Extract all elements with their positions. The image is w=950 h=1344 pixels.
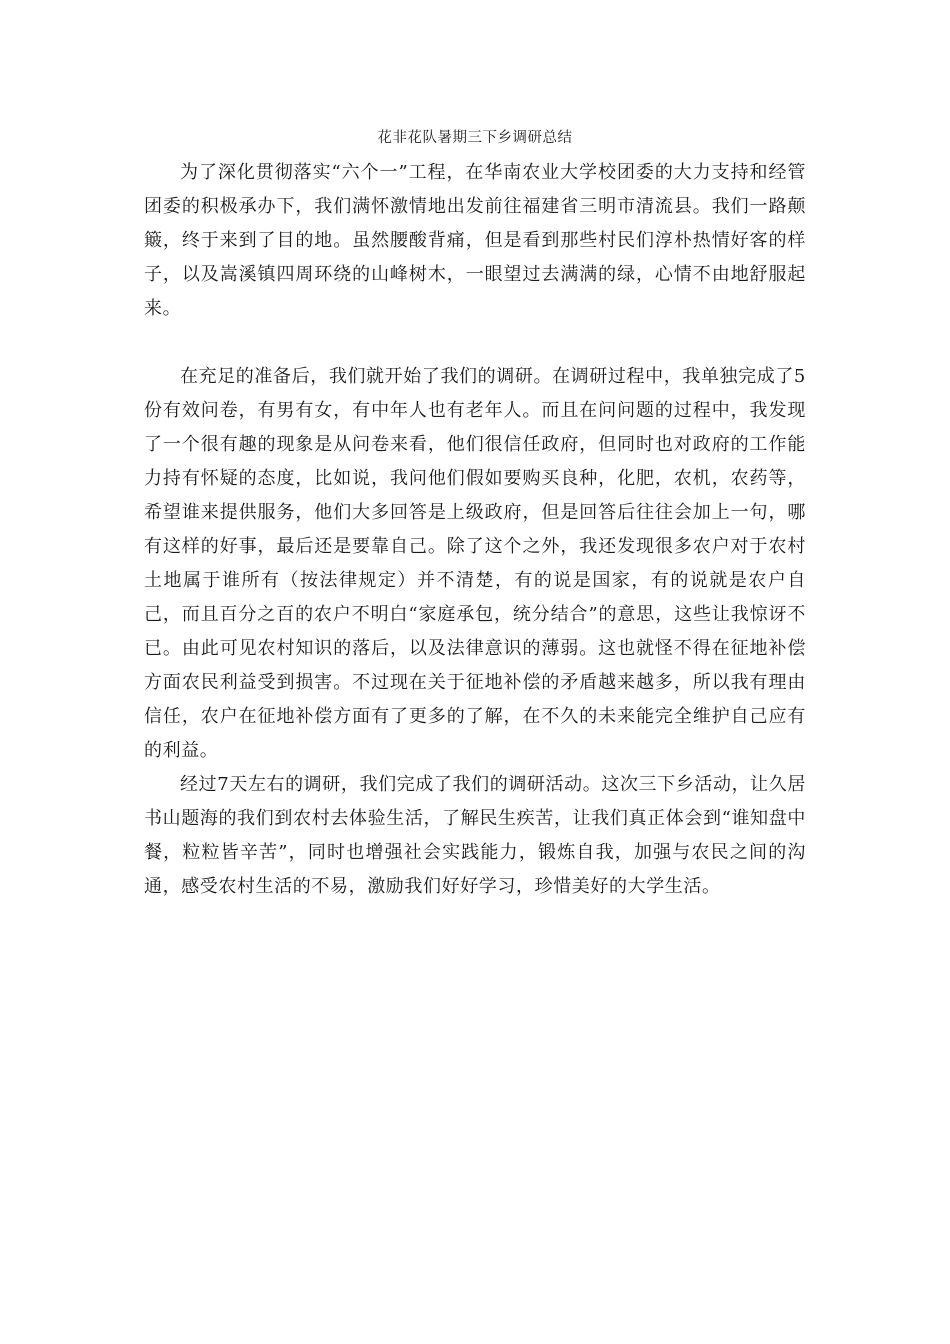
paragraph-intro: 为了深化贯彻落实“六个一”工程，在华南农业大学校团委的大力支持和经管团委的积极承办下，我们满怀激情地出发前往福建省三明市清流县。我们一路颠簸，终于来到了目的地。虽然腰酸背痛，但是看到那些村民们淳朴热情好客的样子，以及嵩溪镇四周环绕的山峰树木，一眼望过去满满的绿，心情不由地舒服起来。 [144, 162, 806, 319]
document-body [144, 156, 806, 904]
document-title: 花非花队暑期三下乡调研总结 [377, 130, 573, 146]
paragraph-conclusion: 经过7天左右的调研，我们完成了我们的调研活动。这次三下乡活动，让久居书山题海的我们到农村去体验生活，了解民生疾苦，让我们真正体会到“谁知盘中餐，粒粒皆辛苦”，同时也增强社会实践能力，锻炼自我，加强与农民之间的沟通，感受农村生活的不易，激励我们好好学习，珍惜美好的大学生活。 [144, 774, 806, 897]
paragraph-spacer [144, 326, 806, 360]
paragraph-research: 在充足的准备后，我们就开始了我们的调研。在调研过程中，我单独完成了5份有效问卷，有男有女，有中年人也有老年人。而且在问问题的过程中，我发现了一个很有趣的现象是从问卷来看，他们很信任政府，但同时也对政府的工作能力持有怀疑的态度，比如说，我问他们假如要购买良种，化肥，农机，农药等，希望谁来提供服务，他们大多回答是上级政府，但是回答后往往会加上一句，哪有这样的好事，最后还是要靠自己。除了这个之外，我还发现很多农户对于农村土地属于谁所有（按法律规定）并不清楚，有的说是国家，有的说就是农户自己，而且百分之百的农户不明白“家庭承包，统分结合”的意思，这些让我惊讶不已。由此可见农村知识的落后，以及法律意识的薄弱。这也就怪不得在征地补偿方面农民利益受到损害。不过现在关于征地补偿的矛盾越来越多，所以我有理由信任，农户在征地补偿方面有了更多的了解，在不久的未来能完全维护自己应有的利益。 [144, 366, 806, 761]
